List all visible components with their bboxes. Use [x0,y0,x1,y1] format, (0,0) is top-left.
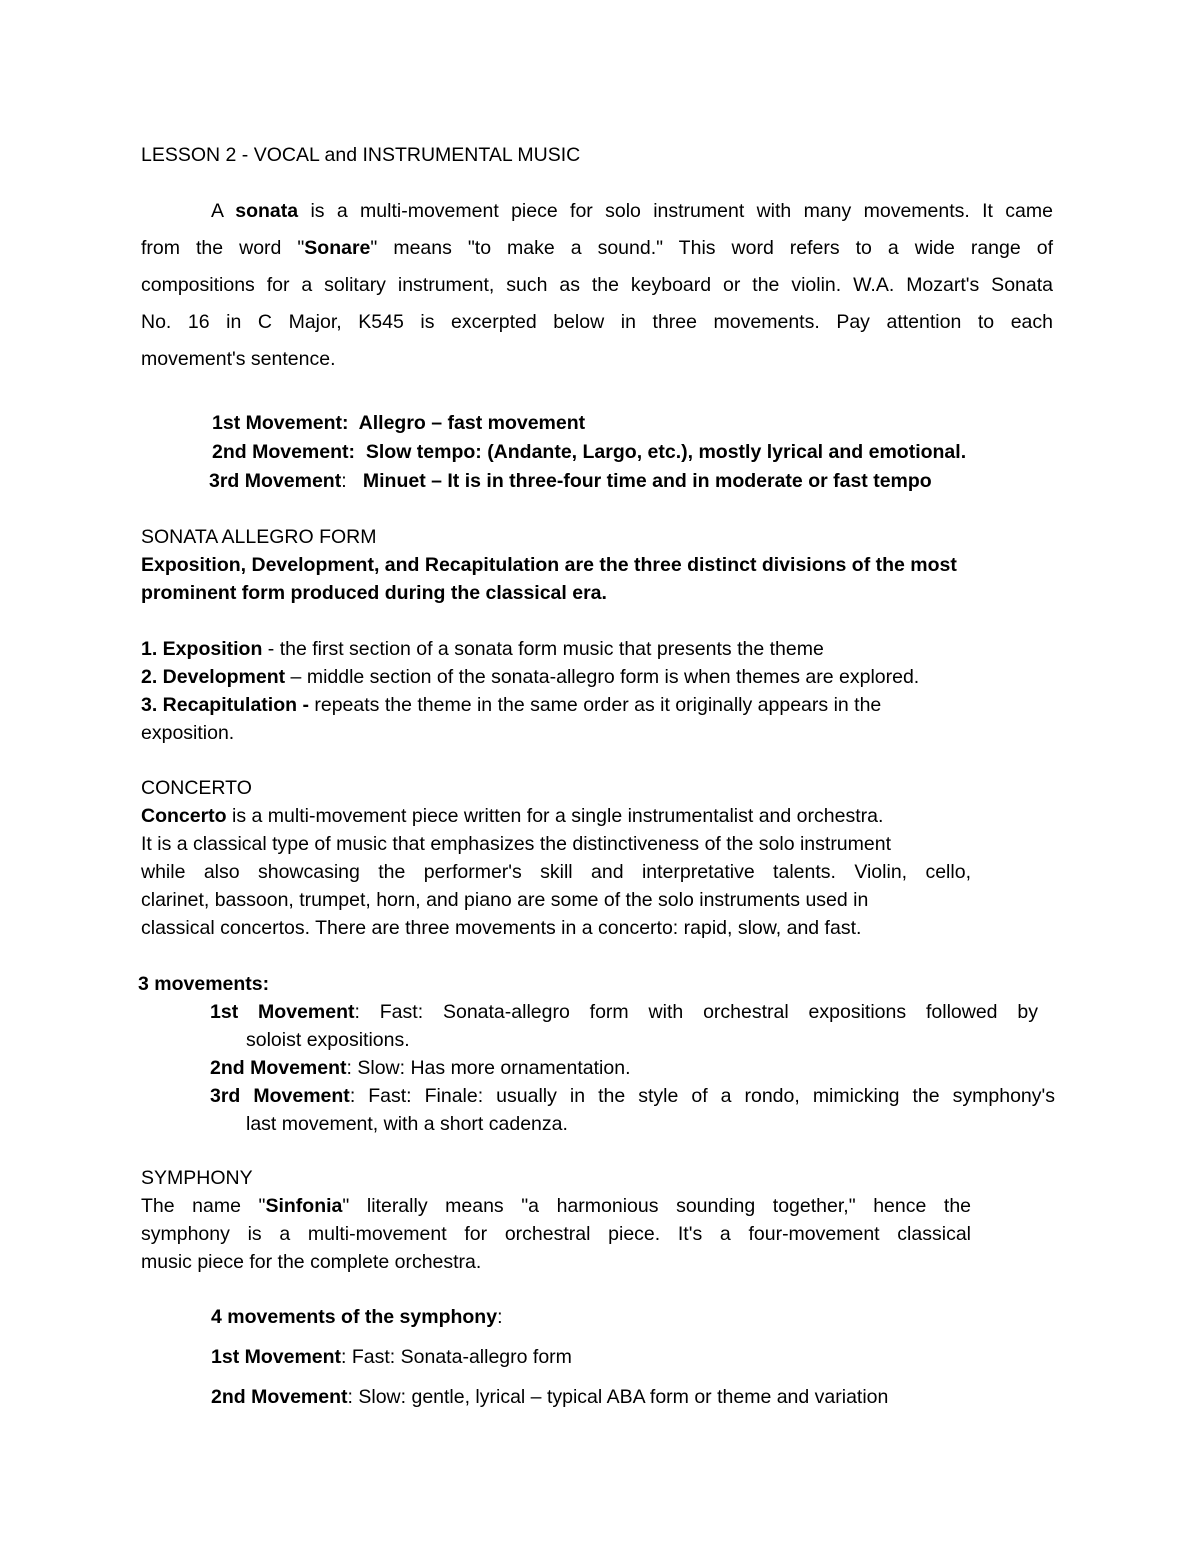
sonata-line-1: A sonata is a multi-movement piece for solo instrument with many movements. It came [211,200,1053,222]
concerto-heading: CONCERTO [141,777,252,799]
sonata-movement-2: 2nd Movement: Slow tempo: (Andante, Largo, etc.), mostly lyrical and emotional. [212,441,967,463]
concerto-movement-3-cont: last movement, with a short cadenza. [246,1113,568,1135]
allegro-form-desc-1: Exposition, Development, and Recapitulation are the three distinct divisions of the most [141,554,957,576]
sonata-line-5: movement's sentence. [141,348,336,370]
symphony-movement-1: 1st Movement: Fast: Sonata-allegro form [211,1346,572,1368]
allegro-item-2: 2. Development – middle section of the sonata-allegro form is when themes are explored. [141,666,920,688]
allegro-item-3: 3. Recapitulation - repeats the theme in the same order as it originally appears in the [141,694,882,716]
sonata-movement-3: 3rd Movement: Minuet – It is in three-four time and in moderate or fast tempo [209,470,932,492]
sonata-line-4: No. 16 in C Major, K545 is excerpted below in three movements. Pay attention to each [141,311,1053,333]
symphony-line-1: The name "Sinfonia" literally means "a harmonious sounding together," hence the [141,1195,972,1217]
concerto-movement-3: 3rd Movement: Fast: Finale: usually in the style of a rondo, mimicking the symphony's [210,1085,1055,1107]
sonata-movement-1: 1st Movement: Allegro – fast movement [212,412,586,434]
concerto-line-3: while also showcasing the performer's skill and interpretative talents. Violin, cello, [141,861,971,883]
sonata-line-2: from the word "Sonare" means "to make a sound." This word refers to a wide range of [141,237,1053,259]
allegro-item-1: 1. Exposition - the first section of a sonata form music that presents the theme [141,638,824,660]
concerto-movements-heading: 3 movements: [138,973,270,995]
concerto-line-4: clarinet, bassoon, trumpet, horn, and piano are some of the solo instruments used in [141,889,869,911]
concerto-line-2: It is a classical type of music that emphasizes the distinctiveness of the solo instrument [141,833,892,855]
concerto-line-5: classical concertos. There are three movements in a concerto: rapid, slow, and fast. [141,917,862,939]
allegro-item-3-cont: exposition. [141,722,235,744]
concerto-movement-1-cont: soloist expositions. [246,1029,410,1051]
symphony-line-2: symphony is a multi-movement for orchestral piece. It's a four-movement classical [141,1223,971,1245]
lesson-title: LESSON 2 - VOCAL and INSTRUMENTAL MUSIC [141,144,581,166]
symphony-movements-heading: 4 movements of the symphony: [211,1306,503,1328]
concerto-movement-1: 1st Movement: Fast: Sonata-allegro form with orchestral expositions followed by [210,1001,1038,1023]
allegro-form-heading: SONATA ALLEGRO FORM [141,526,377,548]
concerto-line-1: Concerto is a multi-movement piece written for a single instrumentalist and orchestra. [141,805,884,827]
symphony-heading: SYMPHONY [141,1167,253,1189]
concerto-movement-2: 2nd Movement: Slow: Has more ornamentation. [210,1057,631,1079]
allegro-form-desc-2: prominent form produced during the classical era. [141,582,607,604]
symphony-movement-2: 2nd Movement: Slow: gentle, lyrical – typical ABA form or theme and variation [211,1386,889,1408]
symphony-line-3: music piece for the complete orchestra. [141,1251,482,1273]
sonata-line-3: compositions for a solitary instrument, such as the keyboard or the violin. W.A. Mozart's Sonata [141,274,1053,296]
